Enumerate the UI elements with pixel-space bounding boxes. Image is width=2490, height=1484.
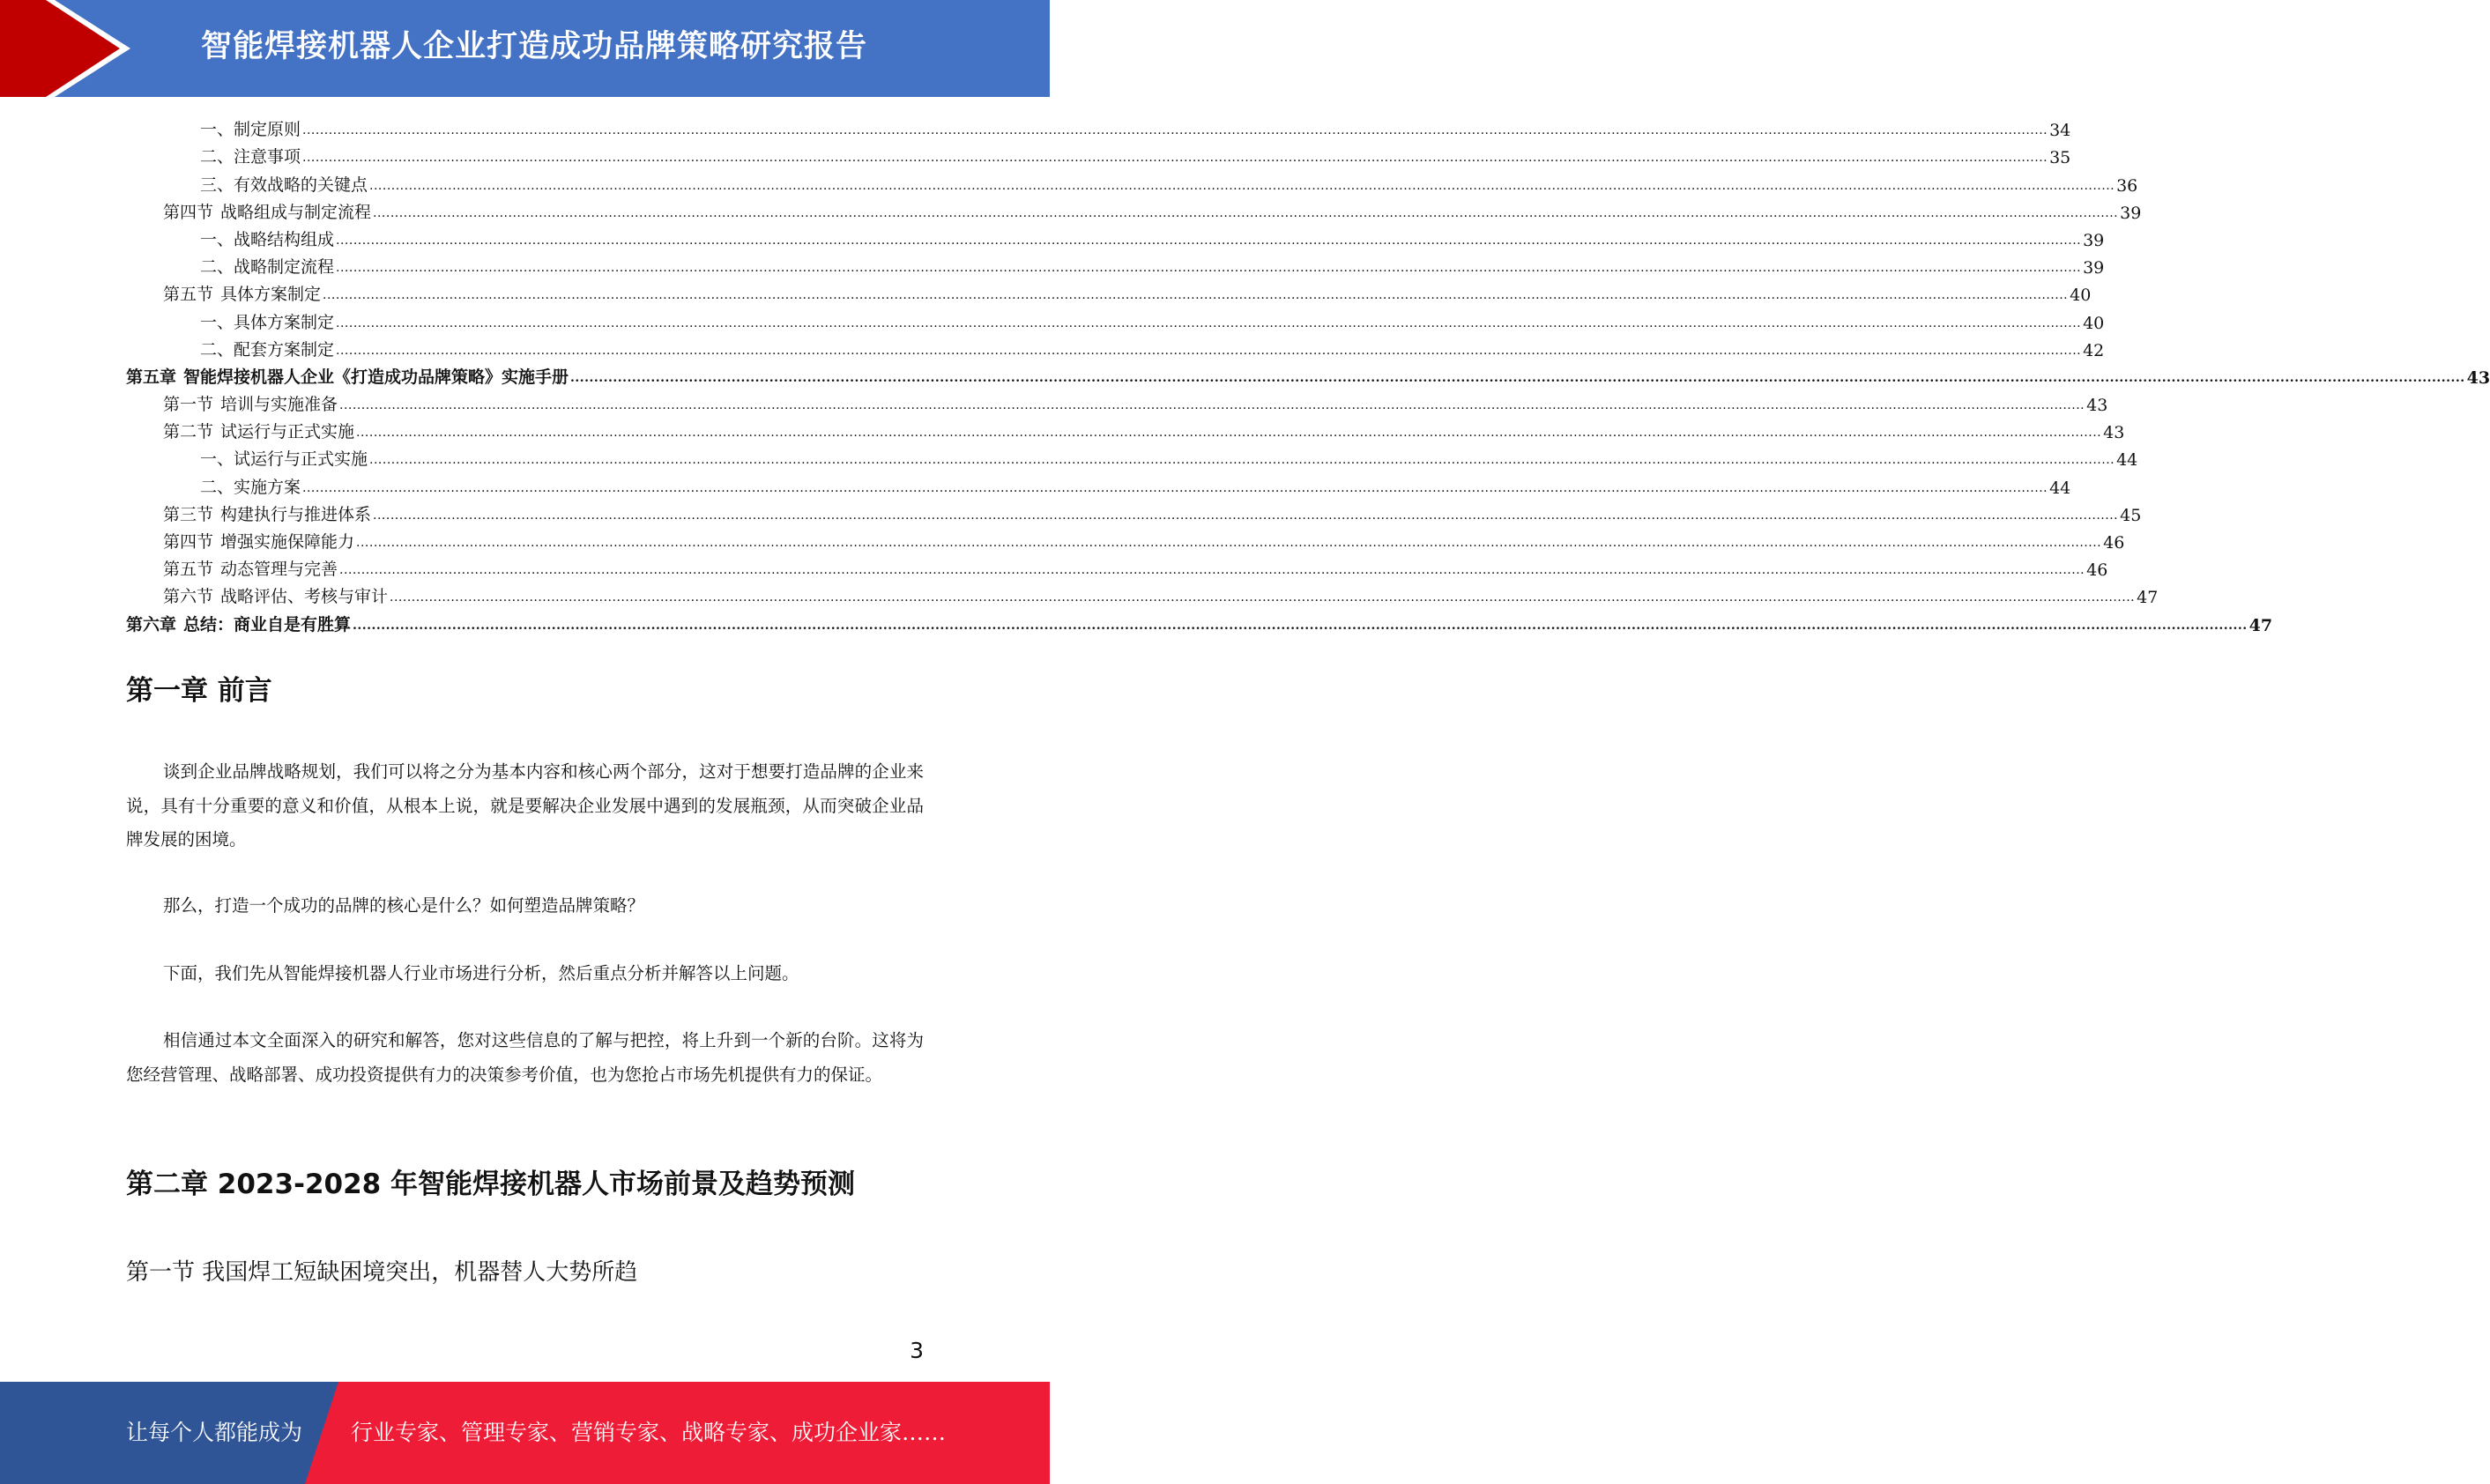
toc-entry[interactable] (126, 223, 2105, 250)
toc-entry[interactable] (126, 167, 2138, 196)
toc-entry-page: 43 (2466, 367, 2490, 388)
toc-entry-number: 第四节 (163, 202, 214, 222)
toc-entry-title: 智能焊接机器人企业《打造成功品牌策略》实施手册 (183, 367, 569, 387)
toc-entry-title: 战略评估、考核与审计 (220, 587, 389, 607)
toc-entry-page: 39 (2120, 203, 2142, 223)
footer-slogan-right: 行业专家、管理专家、营销专家、战略专家、成功企业家…… (351, 1420, 947, 1445)
red-arrow-decoration (0, 0, 141, 97)
toc-entry[interactable] (126, 388, 2108, 416)
toc-leader-dots: ................................................................................................................................................................................................................................................................................................................................................................................................................ (390, 590, 2136, 605)
toc-entry-title: 增强实施保障能力 (220, 532, 355, 552)
header-banner (0, 0, 1050, 97)
toc-entry-page: 40 (2083, 313, 2105, 333)
paragraph-3: 下面，我们先从智能焊接机器人行业市场进行分析，然后重点分析并解答以上问题。 (163, 963, 799, 983)
toc-entry-title: 战略组成与制定流程 (220, 202, 372, 222)
toc-entry-number: 第五章 (126, 367, 177, 387)
toc-entry[interactable] (126, 525, 2125, 553)
toc-entry-page: 44 (2049, 478, 2071, 498)
toc-entry-title: 动态管理与完善 (220, 560, 338, 580)
toc-leader-dots: ................................................................................................................................................................................................................................................................................................................................................................................................................ (570, 370, 2465, 385)
toc-leader-dots: ................................................................................................................................................................................................................................................................................................................................................................................................................ (339, 563, 2085, 578)
toc-entry-title: 培训与实施准备 (220, 395, 338, 415)
toc-entry[interactable] (126, 305, 2105, 333)
toc-leader-dots: ................................................................................................................................................................................................................................................................................................................................................................................................................ (369, 453, 2115, 468)
toc-leader-dots: ................................................................................................................................................................................................................................................................................................................................................................................................................ (302, 480, 2048, 495)
toc-entry[interactable] (126, 278, 2092, 306)
toc-entry[interactable] (126, 333, 2105, 360)
chapter-2-heading: 第二章 2023-2028 年智能焊接机器人市场前景及趋势预测 (126, 1169, 856, 1200)
toc-entry[interactable] (126, 553, 2108, 581)
toc-entry-number: 第二节 (163, 422, 214, 442)
toc-entry-title: 一、制定原则 (200, 120, 301, 140)
toc-leader-dots: ................................................................................................................................................................................................................................................................................................................................................................................................................ (336, 343, 2082, 358)
toc-entry-page: 45 (2120, 505, 2142, 525)
section-1-heading: 第一节 我国焊工短缺困境突出，机器替人大势所趋 (126, 1259, 638, 1286)
toc-entry-title: 一、具体方案制定 (200, 312, 335, 332)
toc-entry-number: 第六节 (163, 587, 214, 607)
toc-entry-title: 二、战略制定流程 (200, 257, 335, 278)
paragraph-4: 相信通过本文全面深入的研究和解答，您对这些信息的了解与把控，将上升到一个新的台阶。这将为您经营管理、战略部署、成功投资提供有力的决策参考价值，也为您抢占市场先机提供有力的保证。 (126, 1030, 924, 1085)
toc-entry[interactable] (126, 470, 2071, 498)
toc-leader-dots: ................................................................................................................................................................................................................................................................................................................................................................................................................ (336, 261, 2082, 276)
footer-slogan-left: 让每个人都能成为 (126, 1420, 303, 1445)
toc-entry-page: 39 (2083, 258, 2105, 278)
toc-entry[interactable] (126, 498, 2142, 525)
toc-entry-title: 试运行与正式实施 (220, 422, 355, 442)
toc-entry-page: 40 (2070, 286, 2092, 306)
toc-entry[interactable] (126, 442, 2138, 471)
toc-entry-page: 36 (2116, 175, 2138, 196)
toc-entry[interactable] (126, 415, 2125, 443)
toc-entry-title: 构建执行与推进体系 (220, 504, 372, 524)
toc-entry-page: 35 (2049, 148, 2071, 168)
toc-entry-title: 总结：商业自是有胜算 (183, 614, 352, 634)
toc-entry-title: 二、实施方案 (200, 477, 301, 497)
toc-entry-number: 第六章 (126, 614, 177, 634)
toc-entry-page: 44 (2116, 450, 2138, 471)
paragraph-1: 谈到企业品牌战略规划，我们可以将之分为基本内容和核心两个部分，这对于想要打造品牌的企业来说，具有十分重要的意义和价值，从根本上说，就是要解决企业发展中遇到的发展瓶颈，从而突破企业品牌发展的困境。 (126, 761, 924, 850)
toc-entry[interactable] (126, 360, 2490, 388)
toc-entry-title: 具体方案制定 (220, 285, 322, 305)
toc-entry-number: 第一节 (163, 395, 214, 415)
toc-leader-dots: ................................................................................................................................................................................................................................................................................................................................................................................................................ (373, 508, 2119, 523)
toc-leader-dots: ................................................................................................................................................................................................................................................................................................................................................................................................................ (336, 315, 2082, 330)
toc-leader-dots: ................................................................................................................................................................................................................................................................................................................................................................................................................ (369, 178, 2115, 193)
table-of-contents (126, 113, 2490, 635)
toc-entry-page: 34 (2049, 121, 2071, 141)
toc-entry-page: 47 (2248, 615, 2273, 635)
toc-leader-dots: ................................................................................................................................................................................................................................................................................................................................................................................................................ (356, 536, 2102, 550)
document-title: 智能焊接机器人企业打造成功品牌策略研究报告 (201, 29, 868, 64)
toc-entry[interactable] (126, 140, 2071, 168)
toc-leader-dots: ................................................................................................................................................................................................................................................................................................................................................................................................................ (323, 288, 2069, 303)
toc-entry-number: 第五节 (163, 560, 214, 580)
toc-entry-title: 一、战略结构组成 (200, 229, 335, 249)
toc-leader-dots: ................................................................................................................................................................................................................................................................................................................................................................................................................ (302, 151, 2048, 166)
toc-leader-dots: ................................................................................................................................................................................................................................................................................................................................................................................................................ (339, 398, 2085, 413)
toc-entry-page: 46 (2103, 533, 2125, 553)
footer-banner (0, 1382, 1050, 1484)
toc-entry-number: 第五节 (163, 285, 214, 305)
paragraph-2: 那么，打造一个成功的品牌的核心是什么？如何塑造品牌策略？ (163, 895, 645, 916)
page-number: 3 (910, 1338, 924, 1363)
toc-entry-number: 第四节 (163, 532, 214, 552)
toc-entry-page: 43 (2086, 396, 2108, 416)
toc-entry-page: 42 (2083, 340, 2105, 360)
chapter-1-heading: 第一章 前言 (126, 675, 272, 707)
toc-entry-number: 第三节 (163, 504, 214, 524)
toc-entry[interactable] (126, 580, 2159, 608)
toc-leader-dots: ................................................................................................................................................................................................................................................................................................................................................................................................................ (353, 618, 2248, 633)
toc-leader-dots: ................................................................................................................................................................................................................................................................................................................................................................................................................ (302, 123, 2048, 138)
toc-leader-dots: ................................................................................................................................................................................................................................................................................................................................................................................................................ (336, 233, 2082, 248)
toc-entry-title: 一、试运行与正式实施 (200, 449, 368, 470)
toc-leader-dots: ................................................................................................................................................................................................................................................................................................................................................................................................................ (356, 426, 2102, 441)
toc-entry[interactable] (126, 113, 2071, 141)
toc-entry[interactable] (126, 250, 2105, 278)
toc-entry-page: 47 (2137, 588, 2159, 608)
toc-entry-title: 三、有效战略的关键点 (200, 174, 368, 195)
toc-entry-title: 二、注意事项 (200, 147, 301, 167)
toc-entry[interactable] (126, 607, 2273, 635)
toc-entry-page: 43 (2103, 423, 2125, 443)
toc-leader-dots: ................................................................................................................................................................................................................................................................................................................................................................................................................ (373, 205, 2119, 220)
toc-entry[interactable] (126, 196, 2142, 223)
toc-entry-page: 39 (2083, 230, 2105, 250)
toc-entry-page: 46 (2086, 560, 2108, 581)
toc-entry-title: 二、配套方案制定 (200, 339, 335, 360)
